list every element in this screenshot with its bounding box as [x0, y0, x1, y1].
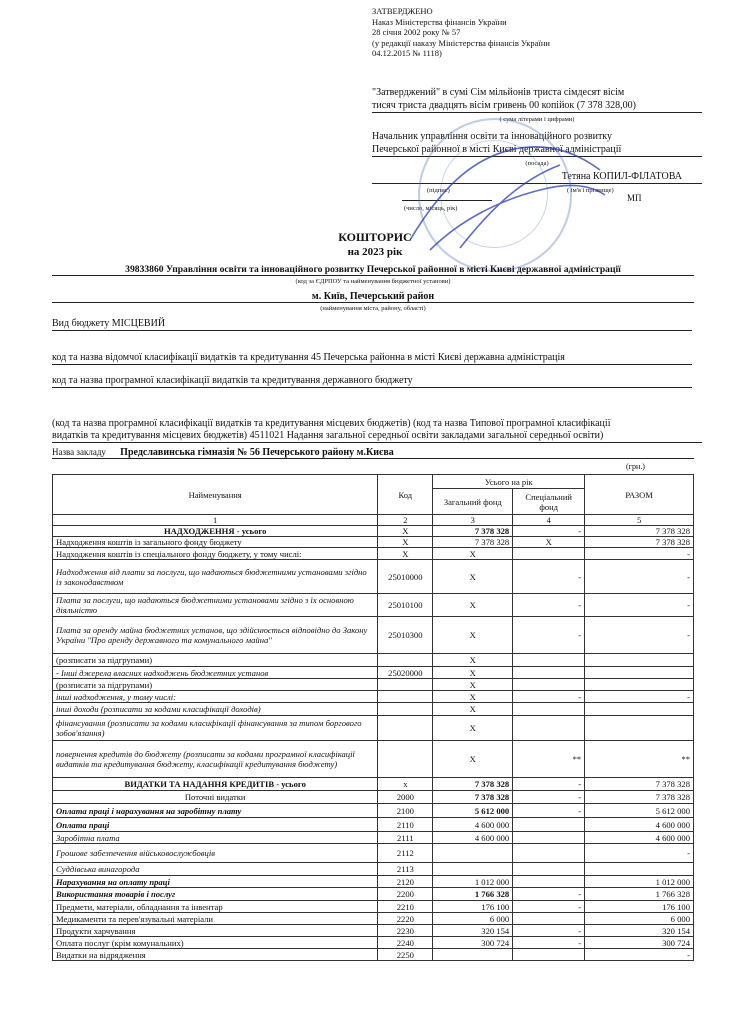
cell-name: ВИДАТКИ ТА НАДАННЯ КРЕДИТІВ - усього: [53, 778, 378, 791]
table-row: [53, 741, 694, 778]
header-line: 28 січня 2002 року № 57: [372, 27, 461, 37]
cell-special-fund: [513, 818, 585, 832]
cell-name: Нарахування на оплату праці: [53, 876, 378, 888]
cell-general-fund: 176 100: [433, 901, 513, 913]
position-line2: Печерської районної в місті Києві державної адміністрації: [372, 143, 702, 157]
table-row: [53, 691, 694, 703]
cell-code: [378, 654, 433, 667]
cell-code: 2113: [378, 863, 433, 876]
cell-special-fund: **: [513, 741, 585, 778]
cell-name: Предмети, матеріали, обладнання та інвентар: [53, 901, 378, 913]
local-program-code: [52, 418, 702, 443]
cell-code: 2240: [378, 937, 433, 949]
cell-total: 4 600 000: [585, 818, 694, 832]
cell-general-fund: 7 378 328: [433, 526, 513, 537]
cell-special-fund: -: [513, 778, 585, 791]
cell-code: [378, 716, 433, 741]
column-number: 1: [53, 515, 378, 526]
table-body: [53, 526, 694, 961]
currency-unit: (грн.): [626, 462, 645, 471]
cell-special-fund: [513, 876, 585, 888]
cell-code: [378, 741, 433, 778]
cell-total: [585, 679, 694, 691]
table-row: [53, 667, 694, 679]
header-line: Наказ Міністерства фінансів України: [372, 16, 507, 27]
cell-special-fund: [513, 548, 585, 560]
column-number: 3: [433, 515, 513, 526]
cell-total: 6 000: [585, 913, 694, 925]
cell-general-fund: X: [433, 654, 513, 667]
table-row: [53, 804, 694, 818]
cell-total: -: [585, 560, 694, 594]
cell-name: Грошове забезпечення військовослужбовців: [53, 844, 378, 863]
cell-general-fund: 5 612 000: [433, 804, 513, 818]
cell-general-fund: X: [433, 741, 513, 778]
cell-total: -: [585, 691, 694, 703]
cell-code: X: [378, 548, 433, 560]
cell-special-fund: [513, 913, 585, 925]
cell-code: 2210: [378, 901, 433, 913]
cell-general-fund: [433, 949, 513, 961]
table-row: [53, 888, 694, 901]
cell-total: 320 154: [585, 925, 694, 937]
table-row: [53, 617, 694, 654]
cell-name: фінансування (розписати за кодами класифікації фінансування за типом боргового зобов'язання): [53, 716, 378, 741]
cell-special-fund: [513, 949, 585, 961]
city-caption: (найменування міста, району, області): [320, 305, 426, 312]
cell-name: інші доходи (розписати за кодами класифікації доходів): [53, 703, 378, 716]
local-code-line2: видатків та кредитування місцевих бюджетів) 4511021 Надання загальної середньої освіти закладами загальної середньої освіти): [52, 430, 702, 443]
header-special-fund: Спеціальний фонд: [513, 489, 585, 515]
cell-general-fund: 7 378 328: [433, 537, 513, 548]
department-code: код та назва відомчої класифікації видатків та кредитування 45 Печерська районна в місті Києві державна адміністрація: [52, 352, 692, 365]
cell-code: X: [378, 537, 433, 548]
table-row: [53, 844, 694, 863]
table-row: [53, 949, 694, 961]
cell-code: 2220: [378, 913, 433, 925]
table-row: [53, 832, 694, 844]
cell-name: Видатки на відрядження: [53, 949, 378, 961]
header-line: (у редакції наказу Міністерства фінансів України: [372, 37, 550, 48]
cell-special-fund: -: [513, 901, 585, 913]
column-number: 2: [378, 515, 433, 526]
cell-code: [378, 691, 433, 703]
cell-general-fund: X: [433, 617, 513, 654]
cell-code: 2000: [378, 791, 433, 804]
cell-name: Використання товарів і послуг: [53, 888, 378, 901]
cell-general-fund: X: [433, 667, 513, 679]
header-total: РАЗОМ: [585, 475, 694, 515]
cell-code: 2112: [378, 844, 433, 863]
cell-general-fund: X: [433, 703, 513, 716]
cell-special-fund: -: [513, 617, 585, 654]
cell-general-fund: 320 154: [433, 925, 513, 937]
budget-type: Вид бюджету МІСЦЕВИЙ: [52, 318, 692, 331]
cell-total: 7 378 328: [585, 537, 694, 548]
organization-caption: (код за ЄДРПОУ та найменування бюджетної установи): [295, 278, 451, 285]
table-row: [53, 560, 694, 594]
cell-special-fund: [513, 654, 585, 667]
cell-special-fund: -: [513, 526, 585, 537]
table-row: [53, 679, 694, 691]
cell-name: Плата за оренду майна бюджетних установ, що здійснюється відповідно до Закону України "Про аренду державного та комунального майна": [53, 617, 378, 654]
cell-code: 2100: [378, 804, 433, 818]
cell-general-fund: X: [433, 594, 513, 617]
header-name: Найменування: [53, 475, 378, 515]
cell-total: [585, 654, 694, 667]
cell-general-fund: X: [433, 691, 513, 703]
cell-total: [585, 863, 694, 876]
approval-header: [372, 6, 712, 59]
position-line1: Начальник управління освіти та інноваційного розвитку: [372, 131, 613, 142]
cell-special-fund: [513, 679, 585, 691]
cell-special-fund: [513, 844, 585, 863]
table-row: [53, 925, 694, 937]
cell-name: Заробітна плата: [53, 832, 378, 844]
cell-code: x: [378, 778, 433, 791]
cell-name: (розписати за підгрупами): [53, 679, 378, 691]
cell-code: 2111: [378, 832, 433, 844]
cell-total: -: [585, 548, 694, 560]
cell-total: 7 378 328: [585, 526, 694, 537]
cell-special-fund: -: [513, 925, 585, 937]
estimate-table: [52, 474, 694, 961]
cell-code: 25010000: [378, 560, 433, 594]
cell-general-fund: 7 378 328: [433, 778, 513, 791]
table-row: [53, 913, 694, 925]
cell-total: -: [585, 594, 694, 617]
table-row: [53, 818, 694, 832]
cell-code: [378, 703, 433, 716]
cell-total: [585, 667, 694, 679]
header-year-total: Усього на рік: [433, 475, 585, 489]
cell-name: Надходження коштів із спеціального фонду бюджету, у тому числі:: [53, 548, 378, 560]
program-code: код та назва програмної класифікації видатків та кредитування державного бюджету: [52, 375, 692, 388]
cell-total: 1 766 328: [585, 888, 694, 901]
cell-name: Надходження від плати за послуги, що надаються бюджетними установами згідно із законодавством: [53, 560, 378, 594]
header-code: Код: [378, 475, 433, 515]
cell-total: -: [585, 949, 694, 961]
cell-name: - Інші джерела власних надходжень бюджетних установ: [53, 667, 378, 679]
cell-code: [378, 679, 433, 691]
cell-general-fund: 7 378 328: [433, 791, 513, 804]
cell-general-fund: 4 600 000: [433, 818, 513, 832]
table-row: [53, 654, 694, 667]
cell-name: Медикаменти та перев'язувальні матеріали: [53, 913, 378, 925]
table-row: [53, 548, 694, 560]
cell-total: -: [585, 844, 694, 863]
cell-total: -: [585, 617, 694, 654]
table-row: [53, 937, 694, 949]
table-row: [53, 863, 694, 876]
cell-name: Плата за послуги, що надаються бюджетними установами згідно з їх основною діяльністю: [53, 594, 378, 617]
cell-name: Оплата праці і нарахування на заробітну плату: [53, 804, 378, 818]
city-name: м. Київ, Печерський район: [52, 291, 694, 303]
cell-general-fund: [433, 863, 513, 876]
cell-code: X: [378, 526, 433, 537]
cell-total: **: [585, 741, 694, 778]
cell-total: 176 100: [585, 901, 694, 913]
cell-general-fund: X: [433, 560, 513, 594]
table-row: [53, 716, 694, 741]
cell-code: 25010300: [378, 617, 433, 654]
cell-name: повернення кредитів до бюджету (розписати за кодами програмної класифікації видатків та кредитування бюджету, класифікації кредитування бюджету): [53, 741, 378, 778]
column-number: 5: [585, 515, 694, 526]
caption-date: (число, місяць, рік): [404, 205, 458, 212]
cell-special-fund: [513, 716, 585, 741]
cell-special-fund: -: [513, 560, 585, 594]
cell-general-fund: 1 766 328: [433, 888, 513, 901]
cell-special-fund: -: [513, 691, 585, 703]
cell-special-fund: X: [513, 537, 585, 548]
table-row: [53, 594, 694, 617]
mp-mark: МП: [627, 193, 642, 203]
cell-special-fund: -: [513, 888, 585, 901]
cell-general-fund: 1 012 000: [433, 876, 513, 888]
institution-label: Назва закладу: [52, 447, 106, 457]
cell-code: 2200: [378, 888, 433, 901]
doc-title: КОШТОРИС: [338, 230, 412, 244]
cell-general-fund: X: [433, 679, 513, 691]
cell-code: 2230: [378, 925, 433, 937]
cell-total: [585, 703, 694, 716]
cell-special-fund: [513, 863, 585, 876]
cell-general-fund: [433, 844, 513, 863]
cell-code: 25020000: [378, 667, 433, 679]
caption-sum: ( сума літерами і цифрами): [499, 116, 575, 123]
cell-total: 1 012 000: [585, 876, 694, 888]
caption-signature: (підпис): [427, 187, 450, 194]
table-row: [53, 876, 694, 888]
signer-name: Тетяна КОПИЛ-ФІЛАТОВА: [372, 170, 702, 184]
cell-general-fund: 6 000: [433, 913, 513, 925]
cell-total: 300 724: [585, 937, 694, 949]
institution-name: Предславинська гімназія № 56 Печерського району м.Києва: [120, 447, 394, 458]
cell-name: Продукти харчування: [53, 925, 378, 937]
cell-name: Оплата праці: [53, 818, 378, 832]
local-code-line1: (код та назва програмної класифікації видатків та кредитування місцевих бюджетів) (код та назва Типової програмної класифікації: [52, 418, 611, 429]
cell-name: Надходження коштів із загального фонду бюджету: [53, 537, 378, 548]
institution-line: [52, 447, 694, 459]
table-row: [53, 526, 694, 537]
cell-total: 7 378 328: [585, 778, 694, 791]
caption-name: ( ім'я і прізвище): [567, 187, 614, 194]
cell-name: Поточні видатки: [53, 791, 378, 804]
cell-general-fund: X: [433, 548, 513, 560]
cell-special-fund: [513, 667, 585, 679]
cell-name: інші надходження, у тому числі:: [53, 691, 378, 703]
cell-code: 2110: [378, 818, 433, 832]
cell-special-fund: -: [513, 594, 585, 617]
table-row: [53, 901, 694, 913]
cell-name: (розписати за підгрупами): [53, 654, 378, 667]
cell-general-fund: 300 724: [433, 937, 513, 949]
cell-code: 25010100: [378, 594, 433, 617]
cell-special-fund: -: [513, 804, 585, 818]
cell-total: 4 600 000: [585, 832, 694, 844]
cell-special-fund: -: [513, 791, 585, 804]
cell-special-fund: -: [513, 937, 585, 949]
cell-special-fund: [513, 703, 585, 716]
caption-position: (посада): [525, 160, 549, 167]
cell-general-fund: 4 600 000: [433, 832, 513, 844]
cell-total: 5 612 000: [585, 804, 694, 818]
table-row: [53, 791, 694, 804]
cell-name: НАДХОДЖЕННЯ - усього: [53, 526, 378, 537]
organization-name: 39833860 Управління освіти та інноваційного розвитку Печерської районної в місті Києві державної адміністрації: [52, 264, 694, 276]
header-general-fund: Загальний фонд: [433, 489, 513, 515]
cell-general-fund: X: [433, 716, 513, 741]
column-number: 4: [513, 515, 585, 526]
cell-total: [585, 716, 694, 741]
table-row: [53, 703, 694, 716]
header-line: 04.12.2015 № 1118): [372, 48, 442, 58]
cell-code: 2120: [378, 876, 433, 888]
doc-year: на 2023 рік: [347, 246, 403, 258]
table-row: [53, 778, 694, 791]
cell-special-fund: [513, 832, 585, 844]
approval-sum-line1: "Затверджений" в сумі Сім мільйонів триста сімдесят вісім: [372, 87, 625, 98]
cell-total: 7 378 328: [585, 791, 694, 804]
header-line: ЗАТВЕРДЖЕНО: [372, 6, 433, 16]
cell-name: Оплата послуг (крім комунальних): [53, 937, 378, 949]
cell-name: Суддівська винагорода: [53, 863, 378, 876]
table-row: [53, 537, 694, 548]
cell-code: 2250: [378, 949, 433, 961]
approval-sum-line2: тисяч триста двадцять вісім гривень 00 копійок (7 378 328,00): [372, 99, 702, 113]
